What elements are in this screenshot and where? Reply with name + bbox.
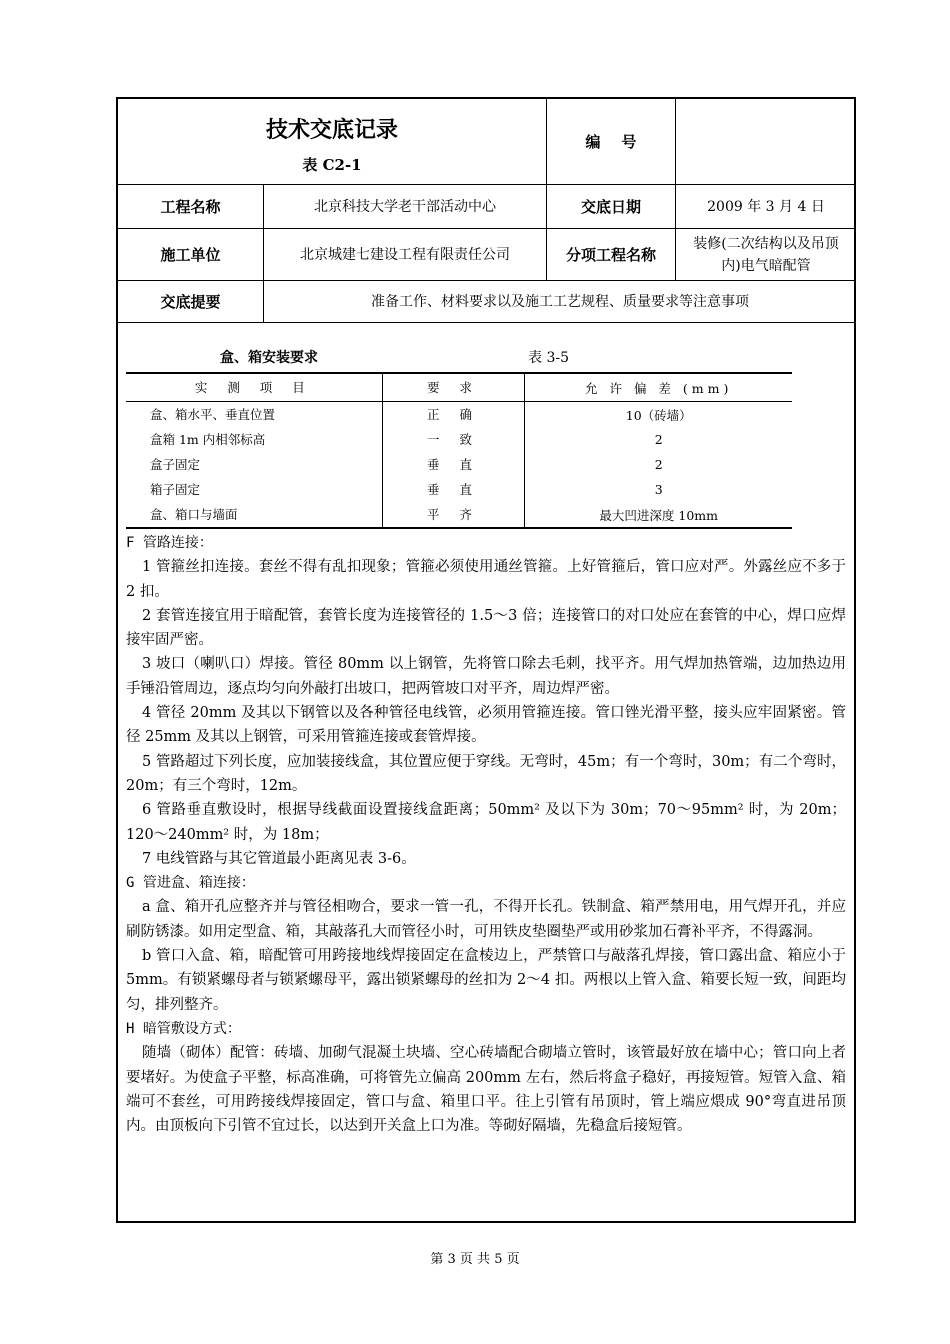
subproject-value: 装修(二次结构以及吊顶内)电气暗配管 — [675, 229, 856, 280]
row-item: 盒箱 1m 内相邻标高 — [126, 427, 383, 452]
number-label: 编 号 — [546, 99, 675, 184]
header-row — [118, 99, 854, 185]
row-item: 盒子固定 — [126, 452, 383, 477]
date-value: 2009 年 3 月 4 日 — [675, 185, 856, 228]
row-tolerance: 3 — [654, 482, 663, 497]
header-tolerance: 允 许 偏 差 (mm) — [585, 380, 733, 396]
row-item: 盒、箱水平、垂直位置 — [126, 402, 383, 427]
summary-row — [118, 281, 854, 323]
paragraph-f2: 2 套管连接宜用于暗配管，套管长度为连接管径的 1.5～3 倍；连接管口的对口处应在套管的中心，焊口应焊接牢固严密。 — [126, 607, 846, 649]
paragraph-f4: 4 管径 20mm 及其以下钢管以及各种管径电线管，必须用管箍连接。管口锉光滑平整，接头应牢固紧密。管径 25mm 及其以上钢管，可采用管箍连接或套管焊接。 — [126, 705, 846, 746]
table-header-row — [126, 374, 792, 401]
inner-table-caption: 盒、箱安装要求 — [220, 350, 318, 366]
paragraph-f5: 5 管路超过下列长度，应加装接线盒，其位置应便于穿线。无弯时，45m；有一个弯时，30m；有二个弯时，20m；有三个弯时，12m。 — [126, 753, 846, 794]
header-item: 实 测 项 目 — [126, 374, 383, 401]
page-footer: 第 3 页 共 5 页 — [430, 1252, 520, 1267]
row-tolerance: 2 — [654, 432, 663, 447]
row-tolerance: 10（砖墙） — [625, 407, 692, 423]
contractor-row — [118, 229, 854, 281]
number-value — [675, 99, 856, 184]
table-row — [126, 402, 792, 427]
row-item: 盒、箱口与墙面 — [126, 502, 383, 527]
paragraph-gb: b 管口入盒、箱，暗配管可用跨接地线焊接固定在盒棱边上，严禁管口与敲落孔焊接，管口露出盒、箱应小于 5mm。有锁紧螺母者与锁紧螺母平，露出锁紧螺母的丝扣为 2～4 扣。两根以上管入盒、箱要长短一致，间距均匀，排列整齐。 — [126, 948, 846, 1013]
table-row — [126, 477, 792, 502]
row-requirement: 平 齐 — [383, 502, 526, 527]
section-f-heading: F 管路连接： — [126, 535, 213, 551]
paragraph-f7: 7 电线管路与其它管道最小距离见表 3-6。 — [141, 850, 416, 867]
disclosure-record-form — [116, 97, 856, 1223]
contractor-value: 北京城建七建设工程有限责任公司 — [263, 229, 546, 280]
project-row — [118, 185, 854, 229]
row-requirement: 垂 直 — [383, 477, 526, 502]
section-g-heading: G 管进盒、箱连接： — [126, 875, 255, 892]
table-row — [126, 502, 792, 527]
date-label: 交底日期 — [546, 185, 675, 228]
paragraph-ga: a 盒、箱开孔应整齐并与管径相吻合，要求一管一孔，不得开长孔。铁制盒、箱严禁用电，用气焊开孔，并应刷防锈漆。如用定型盒、箱，其敲落孔大而管径小时，可用铁皮垫圈垫严或用砂浆加石膏补平齐，不得露洞。 — [126, 899, 846, 940]
table-row — [126, 427, 792, 452]
header-requirement: 要 求 — [383, 374, 526, 401]
summary-label: 交底提要 — [160, 293, 221, 311]
form-title: 技术交底记录 — [265, 116, 398, 143]
form-subtitle: 表 C2-1 — [302, 155, 362, 174]
table-row — [126, 452, 792, 477]
row-tolerance: 最大凹进深度 10mm — [599, 507, 718, 523]
project-name-label: 工程名称 — [160, 198, 221, 216]
row-requirement: 正 确 — [383, 402, 526, 427]
box-installation-table — [126, 372, 792, 529]
row-requirement: 一 致 — [383, 427, 526, 452]
paragraph-f1: 1 管箍丝扣连接。套丝不得有乱扣现象；管箍必须使用通丝管箍。上好管箍后，管口应对严。外露丝应不多于 2 扣。 — [126, 559, 846, 600]
inner-table-number: 表 3-5 — [528, 350, 569, 366]
contractor-label: 施工单位 — [160, 246, 221, 264]
project-name-value: 北京科技大学老干部活动中心 — [263, 185, 546, 228]
summary-value: 准备工作、材料要求以及施工工艺规程、质量要求等注意事项 — [263, 281, 856, 322]
row-requirement: 垂 直 — [383, 452, 526, 477]
table-bottom-rule — [126, 527, 792, 529]
subproject-label: 分项工程名称 — [546, 229, 675, 280]
title-cell — [118, 99, 546, 184]
row-item: 箱子固定 — [126, 477, 383, 502]
section-h-heading: H 暗管敷设方式： — [126, 1020, 241, 1037]
row-tolerance: 2 — [654, 457, 663, 472]
paragraph-f3: 3 坡口（喇叭口）焊接。管径 80mm 以上钢管，先将管口除去毛刺，找平齐。用气焊加热管端，边加热边用手锤沿管周边，逐点均匀向外敲打出坡口，把两管坡口对平齐，周边焊严密。 — [126, 656, 846, 697]
disclosure-content — [126, 531, 846, 1138]
paragraph-f6: 6 管路垂直敷设时，根据导线截面设置接线盒距离；50mm² 及以下为 30m；70～95mm² 时，为 20m；120～240mm² 时，为 18m； — [126, 802, 846, 843]
paragraph-h1: 随墙（砌体）配管：砖墙、加砌气混凝土块墙、空心砖墙配合砌墙立管时，该管最好放在墙中心；管口向上者要堵好。为使盒子平整，标高准确，可将管先立偏高 200mm 左右，然后将盒子稳好，再接短管。短管入盒、箱端可不套丝，可用跨接线焊接固定，管口与盒、箱里口平。往上引管有吊顶时，管上端应煨成 90°弯直进吊顶内。由顶板向下引管不宜过长，以达到开关盒上口为准。等砌好隔墙，先稳盒后接短管。 — [126, 1045, 846, 1135]
